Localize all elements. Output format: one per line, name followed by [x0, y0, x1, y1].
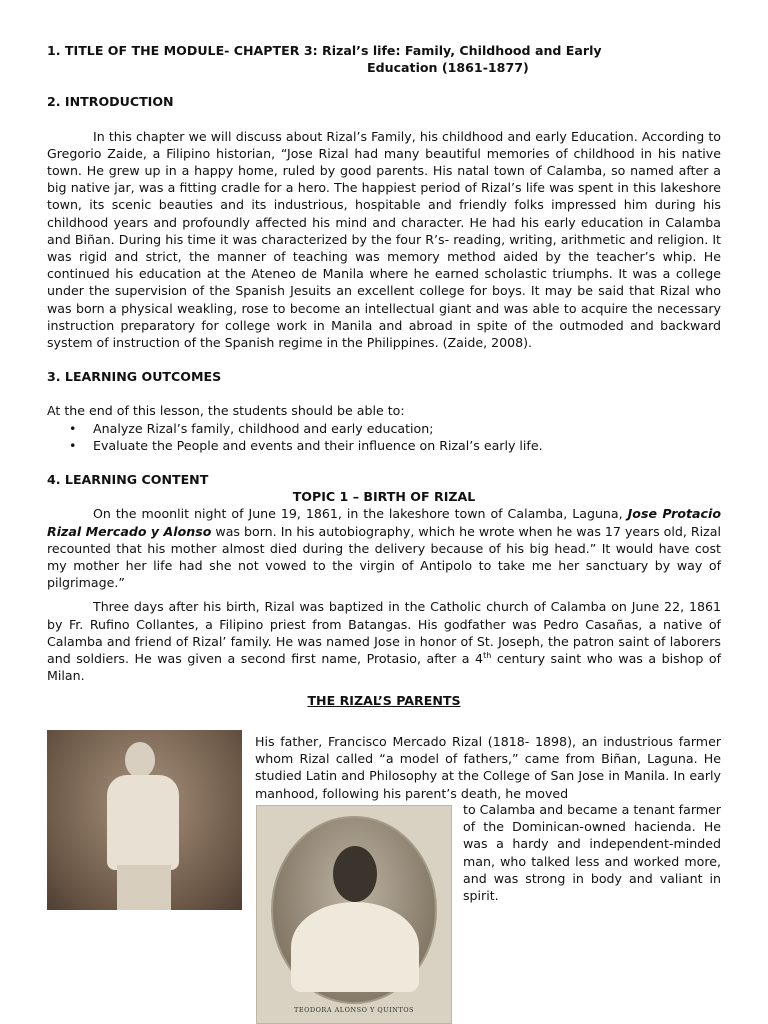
list-item: • Analyze Rizal’s family, childhood and early education;: [93, 420, 721, 437]
mother-photo: [256, 805, 452, 1024]
baptism-paragraph: [47, 598, 721, 684]
mother-photo-shawl: [291, 902, 419, 992]
learning-outcomes-heading: 3. LEARNING OUTCOMES: [47, 369, 222, 385]
module-title: 1. TITLE OF THE MODULE- CHAPTER 3: Rizal’s life: Family, Childhood and Early: [47, 43, 602, 58]
father-photo: [47, 730, 242, 910]
introduction-heading: 2. INTRODUCTION: [47, 94, 174, 110]
baptism-paragraph-end: century saint who was a bishop of Milan.: [47, 651, 721, 684]
topic-heading: TOPIC 1 – BIRTH OF RIZAL: [292, 489, 476, 505]
baptism-paragraph-start: Three days after his birth, Rizal was baptized in the Catholic church of Calamba on June 22, 1861 by Fr. Rufino Collantes, a Filipino priest from Batangas. His godfather was Pedro Casañas, a native of Calamba and friend of Rizal’ family. He was named Jose in honor of St. Joseph, the patron saint of laborers and soldiers. He was given a second first name, Protasio, after a 4: [47, 599, 721, 667]
mother-photo-caption: TEODORA ALONSO Y QUINTOS: [293, 1005, 414, 1014]
ordinal-suffix: th: [483, 650, 492, 660]
list-item: • Evaluate the People and events and their influence on Rizal’s early life.: [93, 437, 721, 454]
learning-outcomes-list: [47, 420, 721, 454]
father-paragraph-side: to Calamba and became a tenant farmer of the Dominican-owned hacienda. He was a hardy and independent-minded man, who talked less and worked more, and was strong in body and valiant in spirit.: [463, 802, 721, 904]
birth-paragraph-end: was born. In his autobiography, which he wrote when he was 17 years old, Rizal recounted that his mother almost died during the delivery because of his big head.” It would have cost my mother her life had she not vowed to the virgin of Antipolo to take me her sanctuary by way of pilgrimage.”: [47, 523, 721, 591]
mother-photo-face: [333, 846, 377, 902]
learning-content-heading: 4. LEARNING CONTENT: [47, 472, 209, 488]
father-paragraph-top: His father, Francisco Mercado Rizal (1818- 1898), an industrious farmer whom Rizal called “a model of fathers,” came from Biñan, Laguna. He studied Latin and Philosophy at the College of San Jose in Manila. In early manhood, following his parent’s death, he moved: [255, 734, 721, 801]
father-photo-legs: [117, 865, 171, 910]
introduction-paragraph: In this chapter we will discuss about Rizal’s Family, his childhood and early Education. According to Gregorio Zaide, a Filipino historian, “Jose Rizal had many beautiful memories of childhood in his native town. He grew up in a happy home, ruled by good parents. His natal town of Calamba, so named after a big native jar, was a fitting cradle for a hero. The happiest period of Rizal’s life was spent in this lakeshore town, its scenic beauties and its industrious, hospitable and friendly folks impressed him during his childhood years and profoundly affected his mind and character. He had his early education in Calamba and Biñan. During his time it was characterized by the four R’s- reading, writing, arithmetic and religion. It was rigid and strict, the manner of teaching was memory method aided by the teacher’s whip. He continued his education at the Ateneo de Manila where he earned scholastic triumphs. It was a college under the supervision of the Spanish Jesuits an excellent college for boys. It may be said that Rizal who was born a physical weakling, rose to become an intellectual giant and was able to acquire the necessary instruction preparatory for college work in Manila and abroad in spite of the outmoded and backward system of instruction of the Spanish regime in the Philippines. (Zaide, 2008).: [47, 128, 721, 351]
birth-paragraph-start: On the moonlit night of June 19, 1861, in the lakeshore town of Calamba, Laguna,: [93, 506, 623, 522]
rizal-full-name: Jose Protacio Rizal Mercado y Alonso: [47, 506, 721, 539]
birth-paragraph: [47, 505, 721, 591]
father-photo-body: [107, 775, 179, 870]
learning-outcomes-lead: At the end of this lesson, the students should be able to:: [47, 403, 405, 419]
parents-heading: THE RIZAL’S PARENTS: [307, 692, 461, 708]
document-body: [47, 42, 721, 709]
father-photo-head: [125, 742, 155, 778]
module-title-subtitle: Education (1861-1877): [367, 60, 529, 76]
